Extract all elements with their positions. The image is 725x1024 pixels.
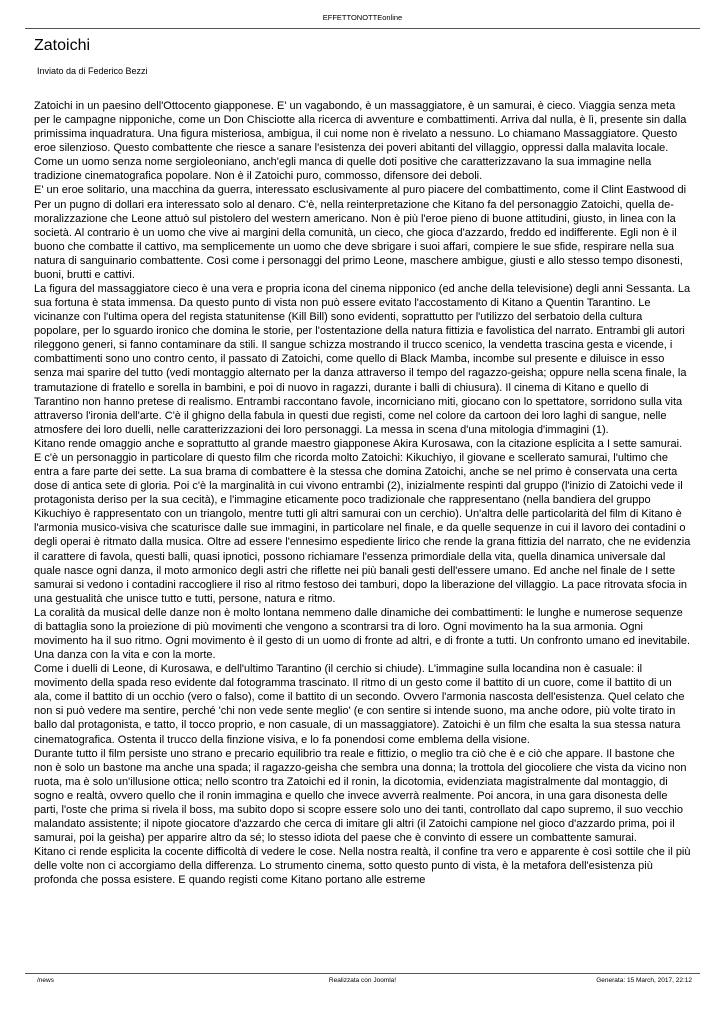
- article-title: Zatoichi: [34, 37, 91, 54]
- footer-divider: [25, 973, 700, 974]
- article-paragraph-3: La figura del massaggiatore cieco è una vera e propria icona del cinema nipponico (ed anche della televisione) degli anni Sessanta. La sua fortuna è stata immensa. Da questo punto di vista non può essere evitato l'accostamento di Kitano a Quentin Tarantino. Le vicinanze con l'ultima opera del regista statunitense (Kill Bill) sono evidenti, soprattutto per l'utilizzo del serbatoio della cultura popolare, per lo sguardo ironico che domina le storie, per l'ostentazione della natura fittizia e favolistica del narrato. Entrambi gli autori rileggono generi, si fanno contaminare da stili. Il sangue schizza mostrando il trucco scenico, la vendetta trascina gesta e vicende, i combattimenti sono uno contro cento, il passato di Zatoichi, come quello di Black Mamba, incombe sul presente e diluisce in esso senza mai sparire del tutto (vedi montaggio alternato per la danza attraverso il tempo del ragazzo-geisha; oppure nella scena finale, la tramutazione di fratello e sorella in bambini, e poi di nuovo in ragazzi, durante i balli di chiusura). Il cinema di Kitano e quello di Tarantino non hanno pretese di realismo. Entrambi raccontano favole, incorniciano miti, giocano con lo spettatore, sorridono sulla vita attraverso l'ironia dell'arte. C'è il ghigno della fabula in questi due registi, come nel colore da cartoon dei loro laghi di sangue, nelle atmosfere dei loro duelli, nelle caratterizzazioni dei loro personaggi. La messa in scena d'una mitologia d'immagini (1).: [34, 283, 691, 436]
- article-paragraph-1: Zatoichi in un paesino dell'Ottocento giapponese. E' un vagabondo, è un massaggiatore, è un samurai, è cieco. Viaggia senza meta per le campagne nipponiche, come un Don Chisciotte alla ricerca di avventure e combattimenti. Arriva dal nulla, è lì, presente sin dalla primissima inquadratura. Una figura misteriosa, ambigua, il cui nome non è rivelato a nessuno. Lo chiamano Massaggiatore. Questo eroe silenzioso. Questo combattente che riesce a sanare l'esistenza dei poveri abitanti del villaggio, oppressi dalla malavita locale. Come un uomo senza nome sergioleoniano, anch'egli manca di quelle doti positive che caratterizzavano la sua immagine nella tradizione cinematografica popolare. Non è il Zatoichi puro, commosso, difensore dei deboli.: [34, 100, 687, 183]
- footer-credit: Realizzata con Joomla!: [328, 977, 397, 984]
- article-paragraph-7: Durante tutto il film persiste uno strano e precario equilibrio tra reale e fittizio, o meglio tra ciò che è e ciò che appare. Il bastone che non è solo un bastone ma anche una spada; il ragazzo-geisha che sembra una donna; la trottola del giocoliere che vista da vicino non ruota, ma è solo un'illusione ottica; nello scontro tra Zatoichi ed il ronin, la dicotomia, evidenziata magistralmente dal montaggio, di sogno e realtà, ovvero quello che il ronin immagina e quello che invece avverrà realmente. Poi ancora, in una gara disonesta delle parti, l'oste che prima si rivela il boss, ma subito dopo si scopre essere solo uno dei tanti, controllato dal capo supremo, il suo vecchio malandato assistente; il nipote giocatore d'azzardo che cerca di imitare gli altri (il Zatoichi campione nel gioco d'azzardo prima, poi il samurai, poi la geisha) per apparire altro da sé; lo stesso idiota del paese che è convinto di essere un combattente samurai.: [34, 747, 687, 845]
- header-divider: [25, 28, 700, 29]
- footer-generated-date: Generata: 15 March, 2017, 22:12: [596, 977, 692, 984]
- article-paragraph-2: E' un eroe solitario, una macchina da guerra, interessato esclusivamente al puro piacere del combattimento, come il Clint Eastwood di Per un pugno di dollari era interessato solo al denaro. C'è, nella reinterpretazione che Kitano fa del personaggio Zatoichi, quella de-moralizzazione che Leone attuò sul pistolero del western americano. Non è più l'eroe pieno di buone attitudini, giusto, in linea con la società. Al contrario è un uomo che vive ai margini della comunità, un cieco, che gioca d'azzardo, freddo ed indifferente. Egli non è il buono che combatte il cattivo, ma semplicemente un uomo che deve sbrigare i suoi affari, compiere le sue sfide, respirare nella sua natura di sanguinario combattente. Così come i personaggi del primo Leone, maschere ambigue, giusti e allo stesso tempo disonesti, buoni, brutti e cattivi.: [34, 184, 687, 281]
- article-paragraph-8: Kitano ci rende esplicita la cocente difficoltà di vedere le cose. Nella nostra realtà, il confine tra vero e apparente è così sottile che il più delle volte non ci accorgiamo della differenza. Lo strumento cinema, sotto questo punto di vista, è la metafora dell'esistenza più profonda che possa esistere. E quando registi come Kitano portano alle estreme: [34, 846, 691, 887]
- article-paragraph-4: Kitano rende omaggio anche e soprattutto al grande maestro giapponese Akira Kurosawa, con la citazione esplicita a I sette samurai. E c'è un personaggio in particolare di questo film che ricorda molto Zatoichi: Kikuchiyo, il giovane e scellerato samurai, l'ultimo che entra a fare parte dei sette. La sua brama di combattere è la stessa che domina Zatoichi, anche se nel primo è conservata una certa dose di antica sete di gloria. Poi c'è la marginalità in cui vivono entrambi (2), inizialmente respinti dal gruppo (l'inizio di Zatoichi vede il protagonista deriso per la sua cecità), e l'immagine eticamente poco tradizionale che rappresentano (nella bandiera del gruppo Kikuchiyo è rappresentato con un triangolo, mentre tutti gli altri samurai con un cerchio). Un'altra delle particolarità del film di Kitano è l'armonia musico-visiva che scaturisce dalle sue immagini, in particolare nel finale, e da quelle sequenze in cui il lavoro dei contadini o degli operai è ritmato dalla musica. Oltre ad essere l'ennesimo espediente lirico che rende la grana fittizia del narrato, che ne evidenzia il carattere di favola, questi balli, quasi ipnotici, possono richiamare l'essenza primordiale della vita, quella dinamica universale dal quale nasce ogni danza, il moto armonico degli astri che riflette nei più banali gesti dell'essere umano. Ed anche nel finale de I sette samurai si vedono i contadini raccogliere il riso al ritmo festoso dei tamburi, dopo la liberazione del villaggio. La pace ritrovata sfocia in una gestualità che unisce tutto e tutti, persone, natura e ritmo.: [34, 437, 691, 605]
- site-header: EFFETTONOTTEonline: [322, 13, 403, 22]
- article-body: [34, 99, 691, 887]
- article-paragraph-6: Come i duelli di Leone, di Kurosawa, e dell'ultimo Tarantino (il cerchio si chiude). L'immagine sulla locandina non è casuale: il movimento della spada reso evidente dal fotogramma trascinato. Il ritmo di un gesto come il battito di un cuore, come il battito di un ala, come il battito di un occhio (vero o falso), come il battito di un secondo. Ovvero l'armonia nascosta dell'esistenza. Quel celato che non si può vedere ma sentire, perché 'chi non vede sente meglio' (e con sentire si intende suono, ma anche odore, più volte tirato in ballo dal protagonista, e tatto, il tocco proprio, e non casuale, di un massaggiatore). Zatoichi è un film che esalta la sua stessa natura cinematografica. Ostenta il trucco della finzione visiva, e lo fa ponendosi come emblema della visione.: [34, 663, 685, 746]
- article-paragraph-5: La coralità da musical delle danze non è molto lontana nemmeno dalle dinamiche dei combattimenti: le lunghe e numerose sequenze di battaglia sono la proiezione di più movimenti che vengono a scontrarsi tra di loro. Ogni movimento ha la sua armonia. Ogni movimento ha il suo ritmo. Ogni movimento è il gesto di un uomo di fronte ad altri, e di fronte a tutti. Un confronto umano ed inevitabile. Una danza con la vita e con la morte.: [34, 606, 691, 662]
- article-byline: Inviato da di Federico Bezzi: [37, 66, 148, 76]
- footer-path: /news: [37, 977, 54, 984]
